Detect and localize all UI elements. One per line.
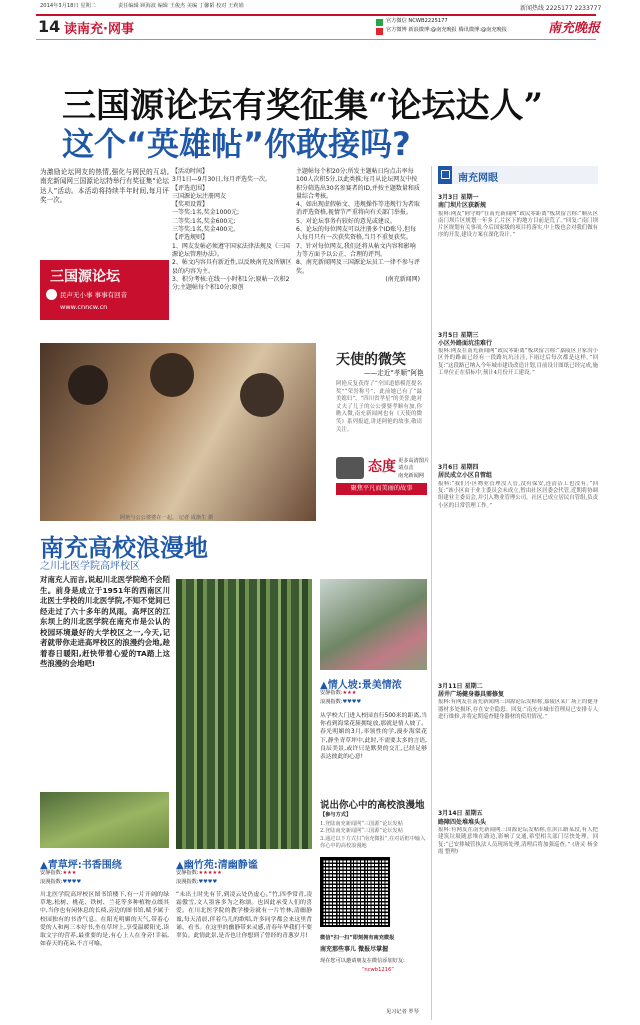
tai-du-sub: 更多高清图片请点击 [398,458,430,472]
rules-line: 一等奖:1名,奖金1000元; [172,209,240,217]
sidebar-item [438,810,598,937]
lawn-photo [40,792,169,848]
share-method-title: 【参与方式】 [320,812,352,818]
sidebar-item [438,683,598,805]
column-divider [431,166,432,1020]
share-method: 3.通过以下方式扫“南充微报”,在对话框中输入你心中的高校浪漫地 [320,835,426,849]
sidebar-item-headline: 南门坝片区获新规 [438,202,487,210]
rules-line: 4、如出现虚假帖文、违规操作等违规行为者取消评选资格,视情节严重将向有关部门举报。 [296,201,420,217]
forum-logo-block [40,260,169,320]
person-2 [150,353,194,397]
campus-subtitle: 之川北医学院高坪校区 [40,561,140,572]
section-title: 读南充·网事 [64,22,134,37]
header-rule [36,14,596,16]
rules-line: 5、对论坛事务有较好的意见或建议。 [296,217,396,225]
person-1 [68,365,108,405]
tai-du-logo: 态度 [368,459,396,475]
heart-rating-icon: ♥♥♥♥ [198,879,218,885]
slope-photo [320,579,427,670]
rules-line: 3月1日—9月30日,每月评选奖一次。 [172,176,271,184]
campus-title: 南充高校浪漫地 [40,533,208,562]
forum-icon [46,289,57,300]
campus-intro: 对南充人而言,说起川北医学院绝不会陌生。前身是成立于1951年的西南区川北医士学校的川北医学院,不知不觉间已经走过了六十多年的风雨。高坪区的江东坝上的川北医学院在南充市是公认的校园环境最好的大学校区之一,今天,记者就带你走进高坪校区的浪漫约会地,趁着春日暖阳,赶快带着心爱的TA踏上这些浪漫的会地吧! [40,575,170,668]
sidebar-item-date: 3月11日 星期二 [438,682,483,690]
sidebar-item-headline: 小区外路面坑洼难行 [438,339,493,347]
spot-safety [320,690,356,697]
spot-safety-label: 安静指数: [320,690,343,696]
intro-text: 为激励论坛网友的热情,强化与网民的互动,南充新闻网三国源论坛特举行有奖征集“论坛达人”活动。本活动将持续半年时间,每月评奖一次。 [40,168,169,205]
sidebar-item [438,332,598,459]
qr-caption-1: 微信“扫一扫”即刻拥有南充微报 [320,935,395,941]
rules-line: 3、积分考核:在线一小时积1分;原帖一次积2分;主题帖每个积10分;原创 [172,275,290,292]
rules-line: 二等奖:1名,奖金600元; [172,217,236,225]
feature-subtitle: ——走近“孝顺”阿艳 [364,369,424,377]
rules-line: 主题帖每个积20分;所发主题帖日均点击率每100人次积5分,以此类推;每月从论坛网友中按积分筛选出30名参赛者的ID,并按主题数量和质量综合考核。 [296,168,420,200]
wechat-icon [376,19,383,26]
spot-safety [40,870,76,877]
qr-caption-3: 现在您可以邀请朋友在微信添加好友: [320,958,405,964]
page-number: 14 [38,17,61,36]
sidebar-item-date: 3月14日 星期五 [438,810,483,818]
rules-line: 三等奖:1名,奖金400元。 [172,226,240,234]
spot-name: ▲幽竹苑:清幽静谧 [176,860,258,871]
star-rating-icon: ★★★ [342,690,357,696]
rules-line: 8、南充新闻网及三国源论坛员工一律不参与评奖。 [296,259,420,275]
spot-romance [40,879,81,886]
spot-text: 川北医学院高坪校区图书馆楼下,有一片开阔的绿草地,松树、桃花、铁树、兰花等多种植物点缀其中,当你也有闲休息的长椅,旁边的图书馆,赋予属于校园独有的书香气息。在阳光明媚的天气,带着心爱的人和两三本好书,坐在草坪上,享受温暖阳光,读取文字的营养,最重要的是,有心上人在身旁!幸福,如春天的花朵,不言可喻。 [40,892,169,948]
rules-line: 【评选范围】 [172,184,209,192]
star-rating-icon: ★★★★★ [198,870,222,876]
person-3 [240,373,284,417]
accounts-line-1: 官方微信 NCWB2225177 [386,18,448,24]
sidebar-title: 南充网眼 [458,173,498,184]
editors-line: 责任编辑 顾海波 编辑 王俊杰 美编 丁馨韬 校对 王莉娟 [118,3,244,9]
bamboo-photo [176,579,312,849]
rules-source: (南充新闻网) [385,275,420,283]
hotline: 新闻热线 2225177 2233777 [520,5,602,12]
share-title: 说出你心中的高校浪漫地 [320,800,425,811]
feature-banner: 聚焦平凡而美丽的故事 [336,483,427,495]
share-method: 1.登陆南充新闻网“三国源”论坛发帖 [320,821,403,827]
spot-romance-label: 浪漫指数: [40,879,63,885]
sidebar-item [438,464,598,677]
sidebar-item [438,194,598,326]
feature-body: 阿艳反复获得了“全国道德模范提名奖”“荣誉称号”、此前她已有了“最美媳妇”、“四川省孝星”的美誉,她对丈夫了儿子的公公婆婆孝顺有加,你瞧入微,南充新闻网也有《天使的微笑》系列报道,讲述阿艳的故事,敬请关注。 [336,381,422,433]
rules-line: 6、论坛的每位网友可以注册多个ID账号,但每人每月只有一次获奖资格,当月不重复获奖。 [296,226,417,242]
sidebar-item-body: 报料:有网友在南充新闻网三国源论坛发帖称,嘉陵区某广场上的健身器材多处损坏,存在安全隐患。回复:“南充市城市管理局已安排专人进行维修,并将定期巡查健身器材的使用情况。” [438,699,598,720]
qr-id: “ncwb1216” [362,967,394,973]
heart-rating-icon: ♥♥♥♥ [62,879,82,885]
sidebar-item-date: 3月3日 星期一 [438,194,479,201]
sidebar-item-date: 3月6日 星期四 [438,464,479,472]
spot-romance [176,879,217,886]
photo-caption: 阿艳与公公婆婆在一起。 记者 成渐生 摄 [120,515,214,521]
rules-line: 【奖项设置】 [172,201,209,209]
sidebar-item-headline: 居井广场健身器具需修复 [438,691,505,699]
weibo-icon [376,28,383,35]
camera-icon [336,457,364,479]
spot-romance [320,699,361,706]
rules-line: 1、网友发帖必须遵守国家法律法规及《三国源论坛管理办法》。 [172,242,290,258]
spot-romance-label: 浪漫指数: [176,879,199,885]
sidebar-item-date: 3月5日 星期三 [438,331,479,339]
feature-title: 天使的微笑 [336,352,406,368]
sidebar-list [438,194,598,943]
qr-code[interactable] [320,857,390,927]
sidebar-item-body: 报料:“我们小区物业管理没人管,没有保安,连清洁工也没有。”回复:“该小区由于业主委员会未成立,暂由社区居委会代管,近期将协调组建业主委员会,并引入物业管理公司。社区已成立居民自管组,负责小区的日常管理工作。” [438,480,598,509]
rules-column-1 [172,168,292,292]
spot-safety-label: 安静指数: [176,870,199,876]
rules-line: 【评选规则】 [172,234,209,242]
share-methods [320,821,427,850]
date-line: 2014年3月18日 星期二 [40,3,96,9]
heart-rating-icon: ♥♥♥♥ [342,699,362,705]
sidebar-item-headline: 路障四处堆堆头头 [438,818,487,826]
rules-line: 2、帖文内容具有新近性,以反映南充及所辖区县的内容为主。 [172,259,292,275]
rules-column-2 [296,168,420,284]
spot-name: ▲青草坪:书香围绕 [40,860,122,871]
accounts-line-2: 官方微博 新浪微博:@南充晚报 腾讯微博:@南充晚报 [386,27,507,33]
spot-text: “未出土时先有节,到凌云处仍虚心。”竹,四季常青,凌霜傲雪,文人墨客多为之称颂。也因此承受人们的喜爱。在川北医学院的教学楼旁就有一片竹林,清幽静谧,每天清晨,伴着鸟儿的歌唱,许多同学都会来这里背诵、看书。在这里的幽静带来灵感,青春年华我们不要辜负。此情此景,是否也让你想到了曾经的青葱岁月! [176,892,312,940]
spot-romance-label: 浪漫指数: [320,699,343,705]
forum-slogan: 民声无小事 事事有回音 [60,291,128,299]
sidebar-header [438,166,598,184]
rules-line: 7、针对每位网友,我们还将从帖文内容和影响力等方面予以公正、合理的评判。 [296,242,416,258]
sidebar-item-body: 报料:网友“阿守姆”在南充新闻网“政民零距离”板块留言称:“顺庆区南门坝片区规划一年多了,片区下的地方目前是荒了。”回复:“南门坝片区规划有关事项,今后国家级的项目将落实,中上级也会对我们做有序的开发,建设方案在深化设计。” [438,210,598,239]
feature-photo [40,343,316,521]
rules-line: 三国源论坛注册网友 [172,192,227,200]
spot-safety [176,870,222,877]
header-bottom-rule [36,39,596,40]
sidebar-item-headline: 居民成立小区自管组 [438,472,493,480]
headline-line-2: 这个“英雄帖”你敢接吗? [62,125,411,163]
headline-line-1: 三国源论坛有奖征集“论坛达人” [62,86,544,126]
star-rating-icon: ★★★ [62,870,77,876]
rules-line: 【活动时间】 [172,168,209,175]
qr-caption-2: 南充那些事儿 微报尽掌握 [320,946,389,953]
spot-name: ▲情人坡:景美情浓 [320,680,402,691]
tai-du-url[interactable]: 南充新闻网 [398,473,424,479]
sidebar-item-body: 报料:有网友在南充新闻网三国源论坛发帖称,在滨江路某段,有人把建筑垃圾随意堆在路边,影响了交通,希望相关部门尽快处理。回复:“已安排城管执法人员现场处理,清理后将加强巡查。” (唐灵 杨金霞 整理) [438,826,598,855]
newspaper-logo: 南充晚报 [548,21,601,36]
reporter-credit: 见习记者 罗琴 [386,1009,419,1015]
spot-text: 从学校大门进入校园直行500米的距离,当你看到海棠花簇拥绽放,那就是情人坡了。春光明媚的3月,率领性的学,漫步海棠花下,静坐青草坪中,此时,不需要太多的言语,良辰美景,或许只是默契的交汇,已经足够表达彼此的心意! [320,713,427,761]
forum-logo: 三国源论坛 [50,269,120,285]
sidebar-item-body: 报料:网友在南充新闻网“政民零距离”板块留言称:“嘉陵区卫家沟小区外的路面已经有一段路坑坑洼洼,下雨过后每次都是这样。”回复:“这段路已纳入今年城市建设改造计划,目前设计图纸已经完成,施工单位正在招标中,预计4月份开工建设。” [438,348,598,377]
spot-safety-label: 安静指数: [40,870,63,876]
forum-url[interactable]: www.cnncw.cn [60,303,108,311]
monitor-icon [441,170,450,179]
share-method: 2.登陆南充新闻网“三国源”论坛发帖 [320,828,403,835]
